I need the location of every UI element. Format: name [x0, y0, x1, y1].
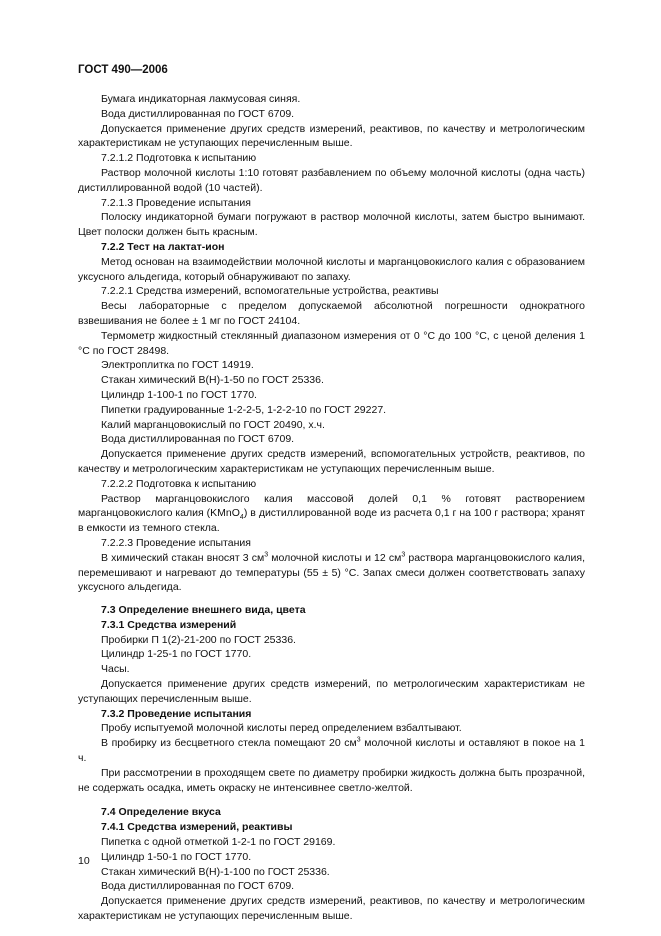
paragraph: Вода дистиллированная по ГОСТ 6709. [101, 880, 295, 893]
text-run: раствора марганцовокислого калия, перемешивают и нагревают до температуры (55 ± 5) °С. Запах смеси должен соответствовать запаху уксусного альдегида. [78, 551, 585, 594]
subsection-heading: 7.3.1 Средства измерений [101, 618, 237, 631]
paragraph: Весы лабораторные с пределом допускаемой абсолютной погрешности однократного взвешивания не более ± 1 мг по ГОСТ 24104. [78, 300, 585, 327]
paragraph: Цилиндр 1-100-1 по ГОСТ 1770. [101, 388, 257, 401]
paragraph: Бумага индикаторная лакмусовая синяя. [101, 93, 301, 105]
section-heading: 7.2.2 Тест на лактат-ион [101, 240, 225, 253]
paragraph: Термометр жидкостный стеклянный диапазоном измерения от 0 °С до 100 °С, с ценой деления 1 °С по ГОСТ 28498. [78, 329, 585, 357]
paragraph: Допускается применение других средств измерений, реактивов, по качеству и метрологическим характеристикам не уступающих перечисленным выше. [78, 122, 585, 150]
paragraph [78, 492, 585, 536]
paragraph: Раствор молочной кислоты 1:10 готовят разбавлением по объему молочной кислоты (одна часть) дистиллированной водой (10 частей). [78, 166, 585, 194]
superscript: 3 [356, 736, 361, 744]
document-header: ГОСТ 490—2006 [78, 64, 168, 76]
paragraph: Часы. [101, 663, 130, 676]
text-run: В химический стакан вносят 3 см [101, 551, 265, 564]
text-run: молочной кислоты и оставляют в покое на 1 ч. [78, 737, 585, 765]
paragraph: При рассмотрении в проходящем свете по диаметру пробирки жидкость должна быть прозрачной, не содержать осадка, иметь окраску не интенсивнее светло-желтой. [78, 766, 585, 794]
paragraph: Допускается применение других средств измерений, реактивов, по качеству и метрологическим характеристикам не уступающих перечисленным выше. [78, 895, 585, 923]
text-run: В пробирку из бесцветного стекла помещают 20 см [101, 737, 357, 750]
paragraph: Вода дистиллированная по ГОСТ 6709. [101, 107, 295, 120]
superscript: 3 [264, 551, 269, 559]
subsection-title: 7.2.1.3 Проведение испытания [101, 196, 251, 209]
paragraph: Стакан химический В(Н)-1-100 по ГОСТ 25336. [101, 865, 330, 878]
paragraph: Электроплитка по ГОСТ 14919. [101, 359, 254, 372]
subscript: 4 [239, 514, 244, 522]
superscript: 3 [401, 551, 406, 559]
paragraph: Цилиндр 1-25-1 по ГОСТ 1770. [101, 648, 252, 661]
subsection-title: 7.2.2.2 Подготовка к испытанию [101, 477, 257, 490]
paragraph: Калий марганцовокислый по ГОСТ 20490, х.ч. [101, 418, 325, 431]
paragraph: Допускается применение других средств измерений, вспомогательных устройств, реактивов, по качеству и метрологическим характеристикам не уступающих перечисленным выше. [78, 448, 585, 475]
paragraph [78, 736, 585, 766]
text-run: Раствор марганцовокислого калия массовой долей 0,1 % готовят растворением марганцовокислого калия (KMnO [78, 492, 585, 520]
paragraph: Полоску индикаторной бумаги погружают в раствор молочной кислоты, затем быстро вынимают. Цвет полоски должен быть красным. [78, 211, 585, 239]
paragraph: Стакан химический В(Н)-1-50 по ГОСТ 25336. [101, 374, 324, 387]
subsection-heading: 7.4.1 Средства измерений, реактивы [101, 821, 293, 834]
text-run: ) в дистиллированной воде из расчета 0,1 г на 100 г раствора; хранят в емкости из темного стекла. [78, 507, 585, 535]
paragraph: Допускается применение других средств измерений, по метрологическим характеристикам не уступающих перечисленным выше. [78, 678, 585, 705]
text-run: молочной кислоты и 12 см [268, 551, 402, 564]
document-body [78, 92, 585, 924]
paragraph: Цилиндр 1-50-1 по ГОСТ 1770. [101, 850, 252, 863]
paragraph: Вода дистиллированная по ГОСТ 6709. [101, 433, 295, 446]
section-heading: 7.4 Определение вкуса [101, 806, 221, 819]
section-heading: 7.3 Определение внешнего вида, цвета [101, 604, 306, 617]
paragraph [78, 551, 585, 595]
page-number: 10 [78, 855, 90, 867]
paragraph: Метод основан на взаимодействии молочной кислоты и марганцовокислого калия с образованием уксусного альдегида, который обнаруживают по запаху. [78, 255, 585, 283]
paragraph: Пипетки градуированные 1-2-2-5, 1-2-2-10 по ГОСТ 29227. [101, 403, 387, 416]
paragraph: Пробирки П 1(2)-21-200 по ГОСТ 25336. [101, 633, 296, 646]
subsection-heading: 7.3.2 Проведение испытания [101, 707, 252, 720]
subsection-title: 7.2.2.3 Проведение испытания [101, 536, 251, 549]
subsection-title: 7.2.2.1 Средства измерений, вспомогательные устройства, реактивы [101, 285, 439, 298]
paragraph: Пипетка с одной отметкой 1-2-1 по ГОСТ 29169. [101, 836, 336, 849]
subsection-title: 7.2.1.2 Подготовка к испытанию [101, 152, 257, 165]
paragraph: Пробу испытуемой молочной кислоты перед определением взбалтывают. [101, 722, 462, 735]
